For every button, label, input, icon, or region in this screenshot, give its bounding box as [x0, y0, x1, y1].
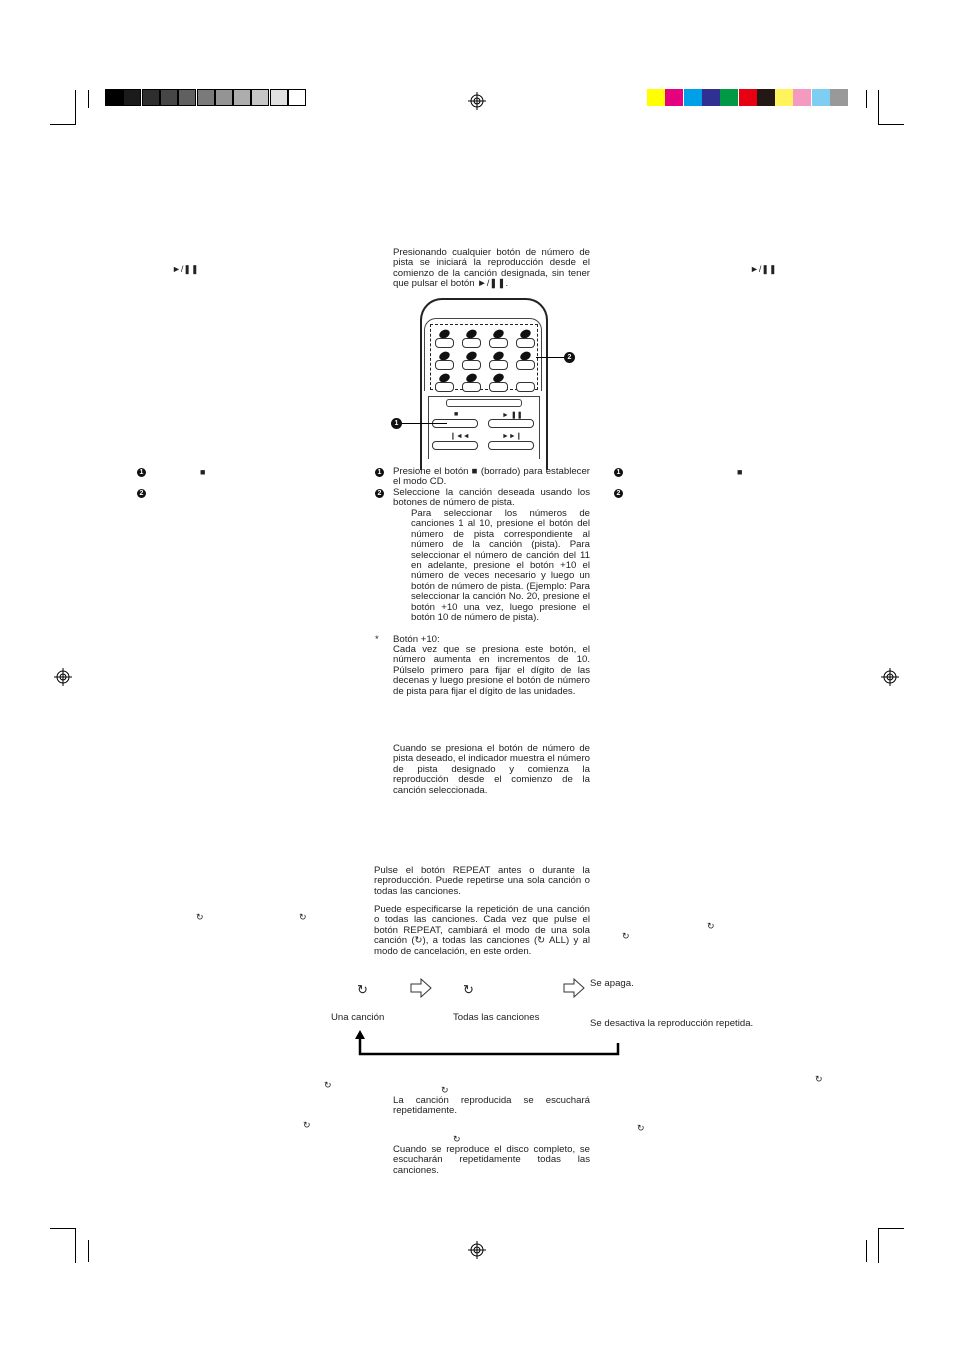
registration-target-icon — [468, 92, 486, 110]
play-pause-icon: ►/❚❚ — [172, 264, 199, 274]
callout-1-marker: 1 — [391, 418, 402, 429]
track-number-button[interactable] — [435, 338, 454, 348]
color-swatch — [793, 89, 811, 106]
color-swatch — [739, 89, 757, 106]
callout-line-1 — [401, 423, 447, 424]
track-number-button[interactable] — [435, 382, 454, 392]
track-number-button[interactable] — [435, 360, 454, 370]
color-swatch — [720, 89, 738, 106]
note-asterisk: * — [375, 634, 379, 645]
prev-button-label: ❙◄◄ — [450, 433, 470, 440]
step-1-marker: 1 — [375, 468, 384, 477]
track-number-button[interactable] — [489, 382, 508, 392]
next-button-label: ►►❙ — [502, 433, 522, 440]
note-title: Botón +10: — [393, 634, 440, 645]
repeat-paragraph-2: Puede especificarse la repetición de una canción o todas las canciones. Cada vez que pulse el botón REPEAT, cambiará el modo de una sola canción (↻), a todas las canciones (↻ ALL) y al modo de cancelación, en este orden. — [374, 904, 590, 957]
play-pause-icon: ►/❚❚ — [750, 264, 777, 274]
step-1-marker: 1 — [137, 468, 146, 477]
step-2-marker: 2 — [137, 489, 146, 498]
repeat-icon: ↻ — [453, 1134, 461, 1144]
color-swatch — [123, 89, 141, 106]
registration-target-icon — [54, 668, 72, 686]
repeat-icon: ↻ — [303, 1120, 311, 1130]
color-swatch — [684, 89, 702, 106]
color-swatch — [830, 89, 848, 106]
repeat-icon: ↻ — [441, 1085, 449, 1095]
color-swatch — [233, 89, 251, 106]
repeat-all-icon: ↻ — [463, 982, 474, 997]
color-swatch — [288, 89, 306, 106]
stop-icon: ■ — [200, 467, 206, 477]
track-number-button[interactable] — [462, 360, 481, 370]
registration-target-icon — [468, 1241, 486, 1259]
flow-off-label: Se apaga. — [590, 978, 634, 989]
track-number-button[interactable] — [516, 360, 535, 370]
repeat-icon: ↻ — [707, 921, 715, 931]
track-number-button[interactable] — [516, 338, 535, 348]
color-swatch — [702, 89, 720, 106]
track-number-button[interactable] — [462, 338, 481, 348]
step-1-marker: 1 — [614, 468, 623, 477]
color-swatch — [215, 89, 233, 106]
play-pause-button-label: ► ❚❚ — [502, 412, 523, 419]
track-number-button[interactable] — [489, 338, 508, 348]
track-number-button[interactable] — [489, 360, 508, 370]
prev-button[interactable] — [432, 441, 478, 450]
color-swatch — [160, 89, 178, 106]
flow-off-description: Se desactiva la reproducción repetida. — [590, 1018, 754, 1029]
repeat-icon: ↻ — [622, 931, 630, 941]
step-2-text: Seleccione la canción deseada usando los botones de número de pista. — [393, 487, 590, 509]
repeat-icon: ↻ — [196, 912, 204, 922]
color-swatch — [775, 89, 793, 106]
note-text: Cada vez que se presiona este botón, el número aumenta en incrementos de 10. Púlselo primero para fijar el dígito de las decenas y luego presione el botón de número de pista para fijar el dígito de las unidades. — [393, 644, 590, 697]
repeat-icon: ↻ — [637, 1123, 645, 1133]
registration-target-icon — [881, 668, 899, 686]
color-swatch — [647, 89, 665, 106]
next-button[interactable] — [488, 441, 534, 450]
repeat-one-icon: ↻ — [357, 982, 368, 997]
stop-button-label: ■ — [454, 411, 459, 418]
flow-all-label: Todas las canciones — [453, 1012, 540, 1023]
color-swatch — [665, 89, 683, 106]
color-swatch — [812, 89, 830, 106]
color-swatch — [197, 89, 215, 106]
color-swatch — [142, 89, 160, 106]
color-swatch — [251, 89, 269, 106]
track-note: Cuando se presiona el botón de número de pista deseado, el indicador muestra el número de pista designado y comienza la reproducción desde el comienzo de la canción seleccionada. — [393, 743, 590, 796]
play-pause-button[interactable] — [488, 419, 534, 428]
repeat-icon: ↻ — [299, 912, 307, 922]
single-repeat-description: La canción reproducida se escuchará repetidamente. — [393, 1095, 590, 1117]
stop-icon: ■ — [737, 467, 743, 477]
cycle-return-arrow — [352, 1030, 624, 1058]
color-swatch — [757, 89, 775, 106]
arrow-right-icon — [410, 978, 432, 998]
arrow-right-icon — [563, 978, 585, 998]
step-1-text: Presione el botón ■ (borrado) para establecer el modo CD. — [393, 466, 590, 488]
step-2-marker: 2 — [375, 489, 384, 498]
color-swatch — [178, 89, 196, 106]
callout-2-marker: 2 — [564, 352, 575, 363]
repeat-paragraph-1: Pulse el botón REPEAT antes o durante la reproducción. Puede repetirse una sola canción o todas las canciones. — [374, 865, 590, 897]
repeat-icon: ↻ — [815, 1074, 823, 1084]
remote-control-illustration — [418, 298, 548, 458]
callout-line-2 — [536, 357, 564, 358]
all-repeat-description: Cuando se reproduce el disco completo, se escucharán repetidamente todas las canciones. — [393, 1144, 590, 1176]
flow-one-label: Una canción — [331, 1012, 385, 1023]
intro-paragraph: Presionando cualquier botón de número de pista se iniciará la reproducción desde el comienzo de la canción designada, sin tener que pulsar el botón ►/❚❚. — [393, 247, 590, 290]
step-2-detail: Para seleccionar los números de canciones 1 al 10, presione el botón del número de pista correspondiente al número de la canción (pista). Para seleccionar el número de canción del 11 en adelante, presione el botón +10 el número de veces necesario y luego un botón de número de pista. (Ejemplo: Para seleccionar la canción No. 20, presione el botón +10 una vez, luego presione el botón 10 de número de pista). — [411, 508, 590, 624]
step-2-marker: 2 — [614, 489, 623, 498]
repeat-icon: ↻ — [324, 1080, 332, 1090]
color-swatch — [105, 89, 123, 106]
track-number-button[interactable] — [462, 382, 481, 392]
color-swatch — [270, 89, 288, 106]
plus-10-button[interactable] — [516, 382, 535, 392]
